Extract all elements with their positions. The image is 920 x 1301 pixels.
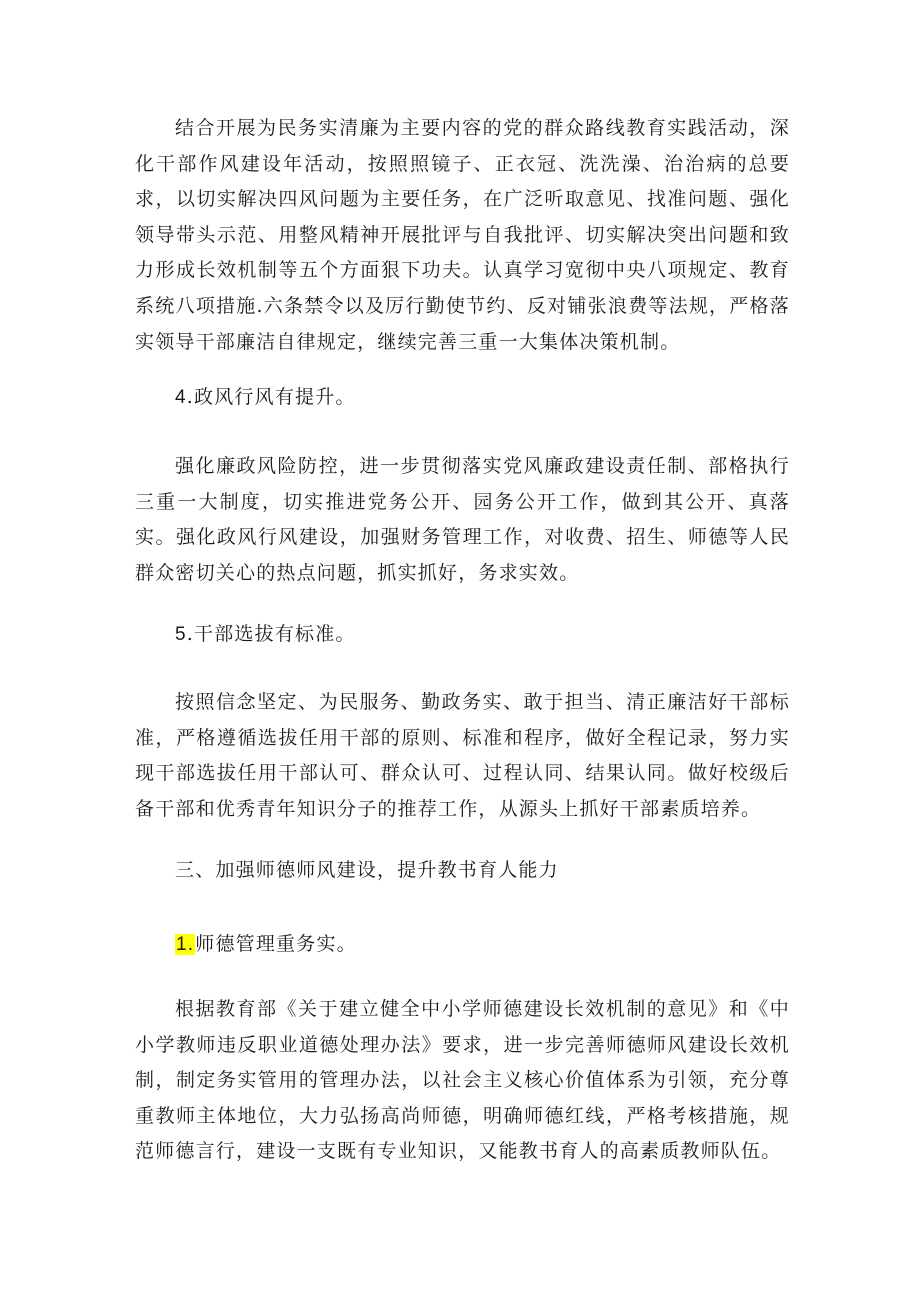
paragraph-cadre-standards: 按照信念坚定、为民服务、勤政务实、敢于担当、清正廉洁好干部标准，严格遵循选拔任用干部的原则、标准和程序，做好全程记录，努力实现干部选拔任用干部认可、群众认可、过程认同、结果认同。做好校级后备干部和优秀青年知识分子的推荐工作，从源头上抓好干部素质培养。 xyxy=(135,691,790,820)
heading-cadre-selection xyxy=(175,619,356,650)
highlighted-number: 1. xyxy=(176,934,195,955)
heading-number: 4 xyxy=(175,387,187,408)
paragraph-ethics-mechanism: 根据教育部《关于建立健全中小学师德建设长效机制的意见》和《中小学教师违反职业道德处理办法》要求，进一步完善师德师风建设长效机制，制定务实管用的管理办法，以社会主义核心价值体系为引领，充分尊重教师主体地位，大力弘扬高尚师德，明确师德红线，严格考核措施，规范师德言行，建设一支既有专业知识，又能教书育人的高素质教师队伍。 xyxy=(135,998,790,1163)
section-heading-teacher-ethics: 三、加强师德师风建设，提升教书育人能力 xyxy=(175,859,559,881)
heading-text: .干部选拔有标准。 xyxy=(186,623,356,645)
heading-text: 师德管理重务实。 xyxy=(195,933,357,955)
paragraph-party-work-style: 结合开展为民务实清廉为主要内容的党的群众路线教育实践活动，深化干部作风建设年活动，按照照镜子、正衣冠、洗洗澡、治治病的总要求，以切实解决四风问题为主要任务，在广泛听取意见、找准问题、强化领导带头示范、用整风精神开展批评与自我批评、切实解决突出问题和致力形成长效机制等五个方面狠下功夫。认真学习宽彻中央八项规定、教育系统八项措施.六条禁令以及厉行勤使节约、反对铺张浪费等法规，严格落实领导干部廉洁自律规定，继续完善三重一大集体决策机制。 xyxy=(135,117,790,353)
heading-government-style xyxy=(175,382,356,413)
heading-text: .政风行风有提升。 xyxy=(186,386,356,408)
heading-number: 5 xyxy=(175,624,187,645)
paragraph-integrity-risk: 强化廉政风险防控，进一步贯彻落实党风廉政建设责任制、部格执行三重一大制度，切实推进党务公开、园务公开工作，做到其公开、真落实。强化政风行风建设，加强财务管理工作，对收费、招生、师德等人民群众密切关心的热点问题，抓实抓好，务求实效。 xyxy=(135,455,790,584)
heading-ethics-management xyxy=(175,929,357,960)
